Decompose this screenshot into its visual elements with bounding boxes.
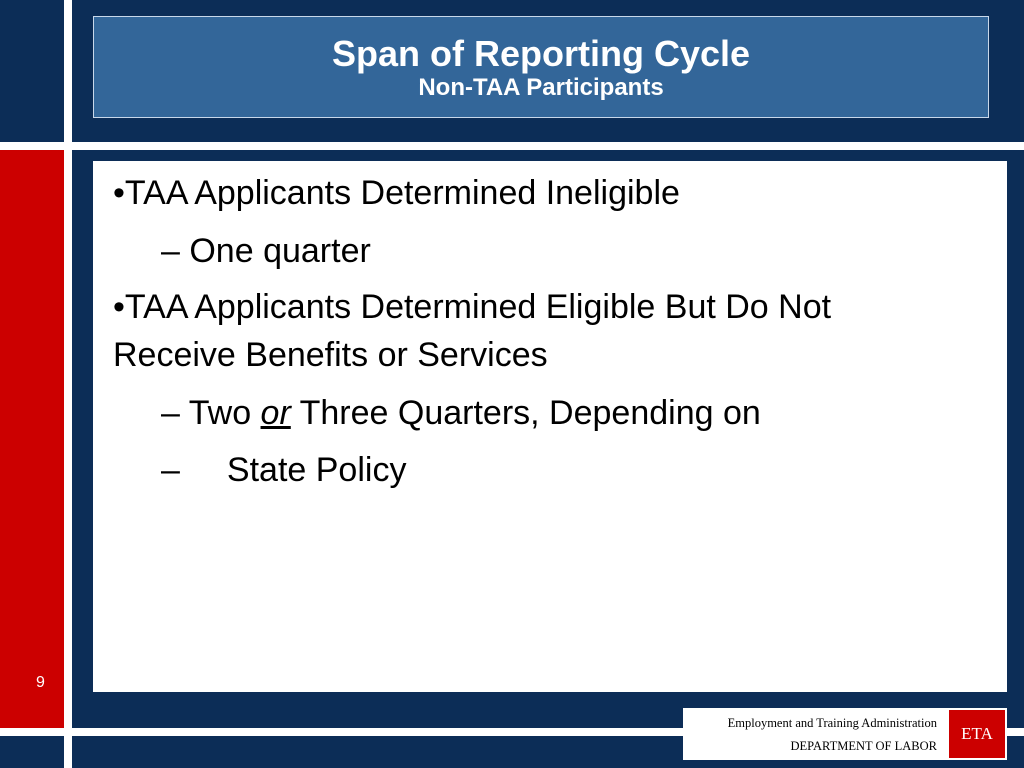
eta-logo-badge: ETA [947,708,1007,760]
bullet-eligible-line2: Receive Benefits or Services [113,336,548,374]
title-box [93,16,989,118]
bullet-ineligible: •TAA Applicants Determined Ineligible [113,174,680,212]
footer-department: DEPARTMENT OF LABOR [790,739,937,753]
slide-title: Span of Reporting Cycle [331,33,751,74]
vertical-divider [64,0,72,768]
horizontal-divider-top [0,142,1024,150]
footer-org-name: Employment and Training Administration [727,716,937,730]
red-side-band [0,150,64,728]
content-panel [93,161,1007,692]
bullet-eligible-line1: •TAA Applicants Determined Eligible But Do Not [113,288,832,326]
page-number: 9 [36,674,45,691]
slide-subtitle: Non-TAA Participants [418,74,664,101]
sub3-dash: – [161,451,180,489]
sub-bullet-one-quarter: – One quarter [161,232,371,270]
sub2-emphasis: or [260,394,291,432]
sub3-text: State Policy [226,451,407,489]
sub2-prefix: – Two [161,394,261,432]
sub2-suffix: Three Quarters, Depending on [290,394,761,432]
sub-bullet-two-or-three [161,393,761,433]
sub-bullet-state-policy [161,450,406,490]
footer-org-box [683,708,947,760]
